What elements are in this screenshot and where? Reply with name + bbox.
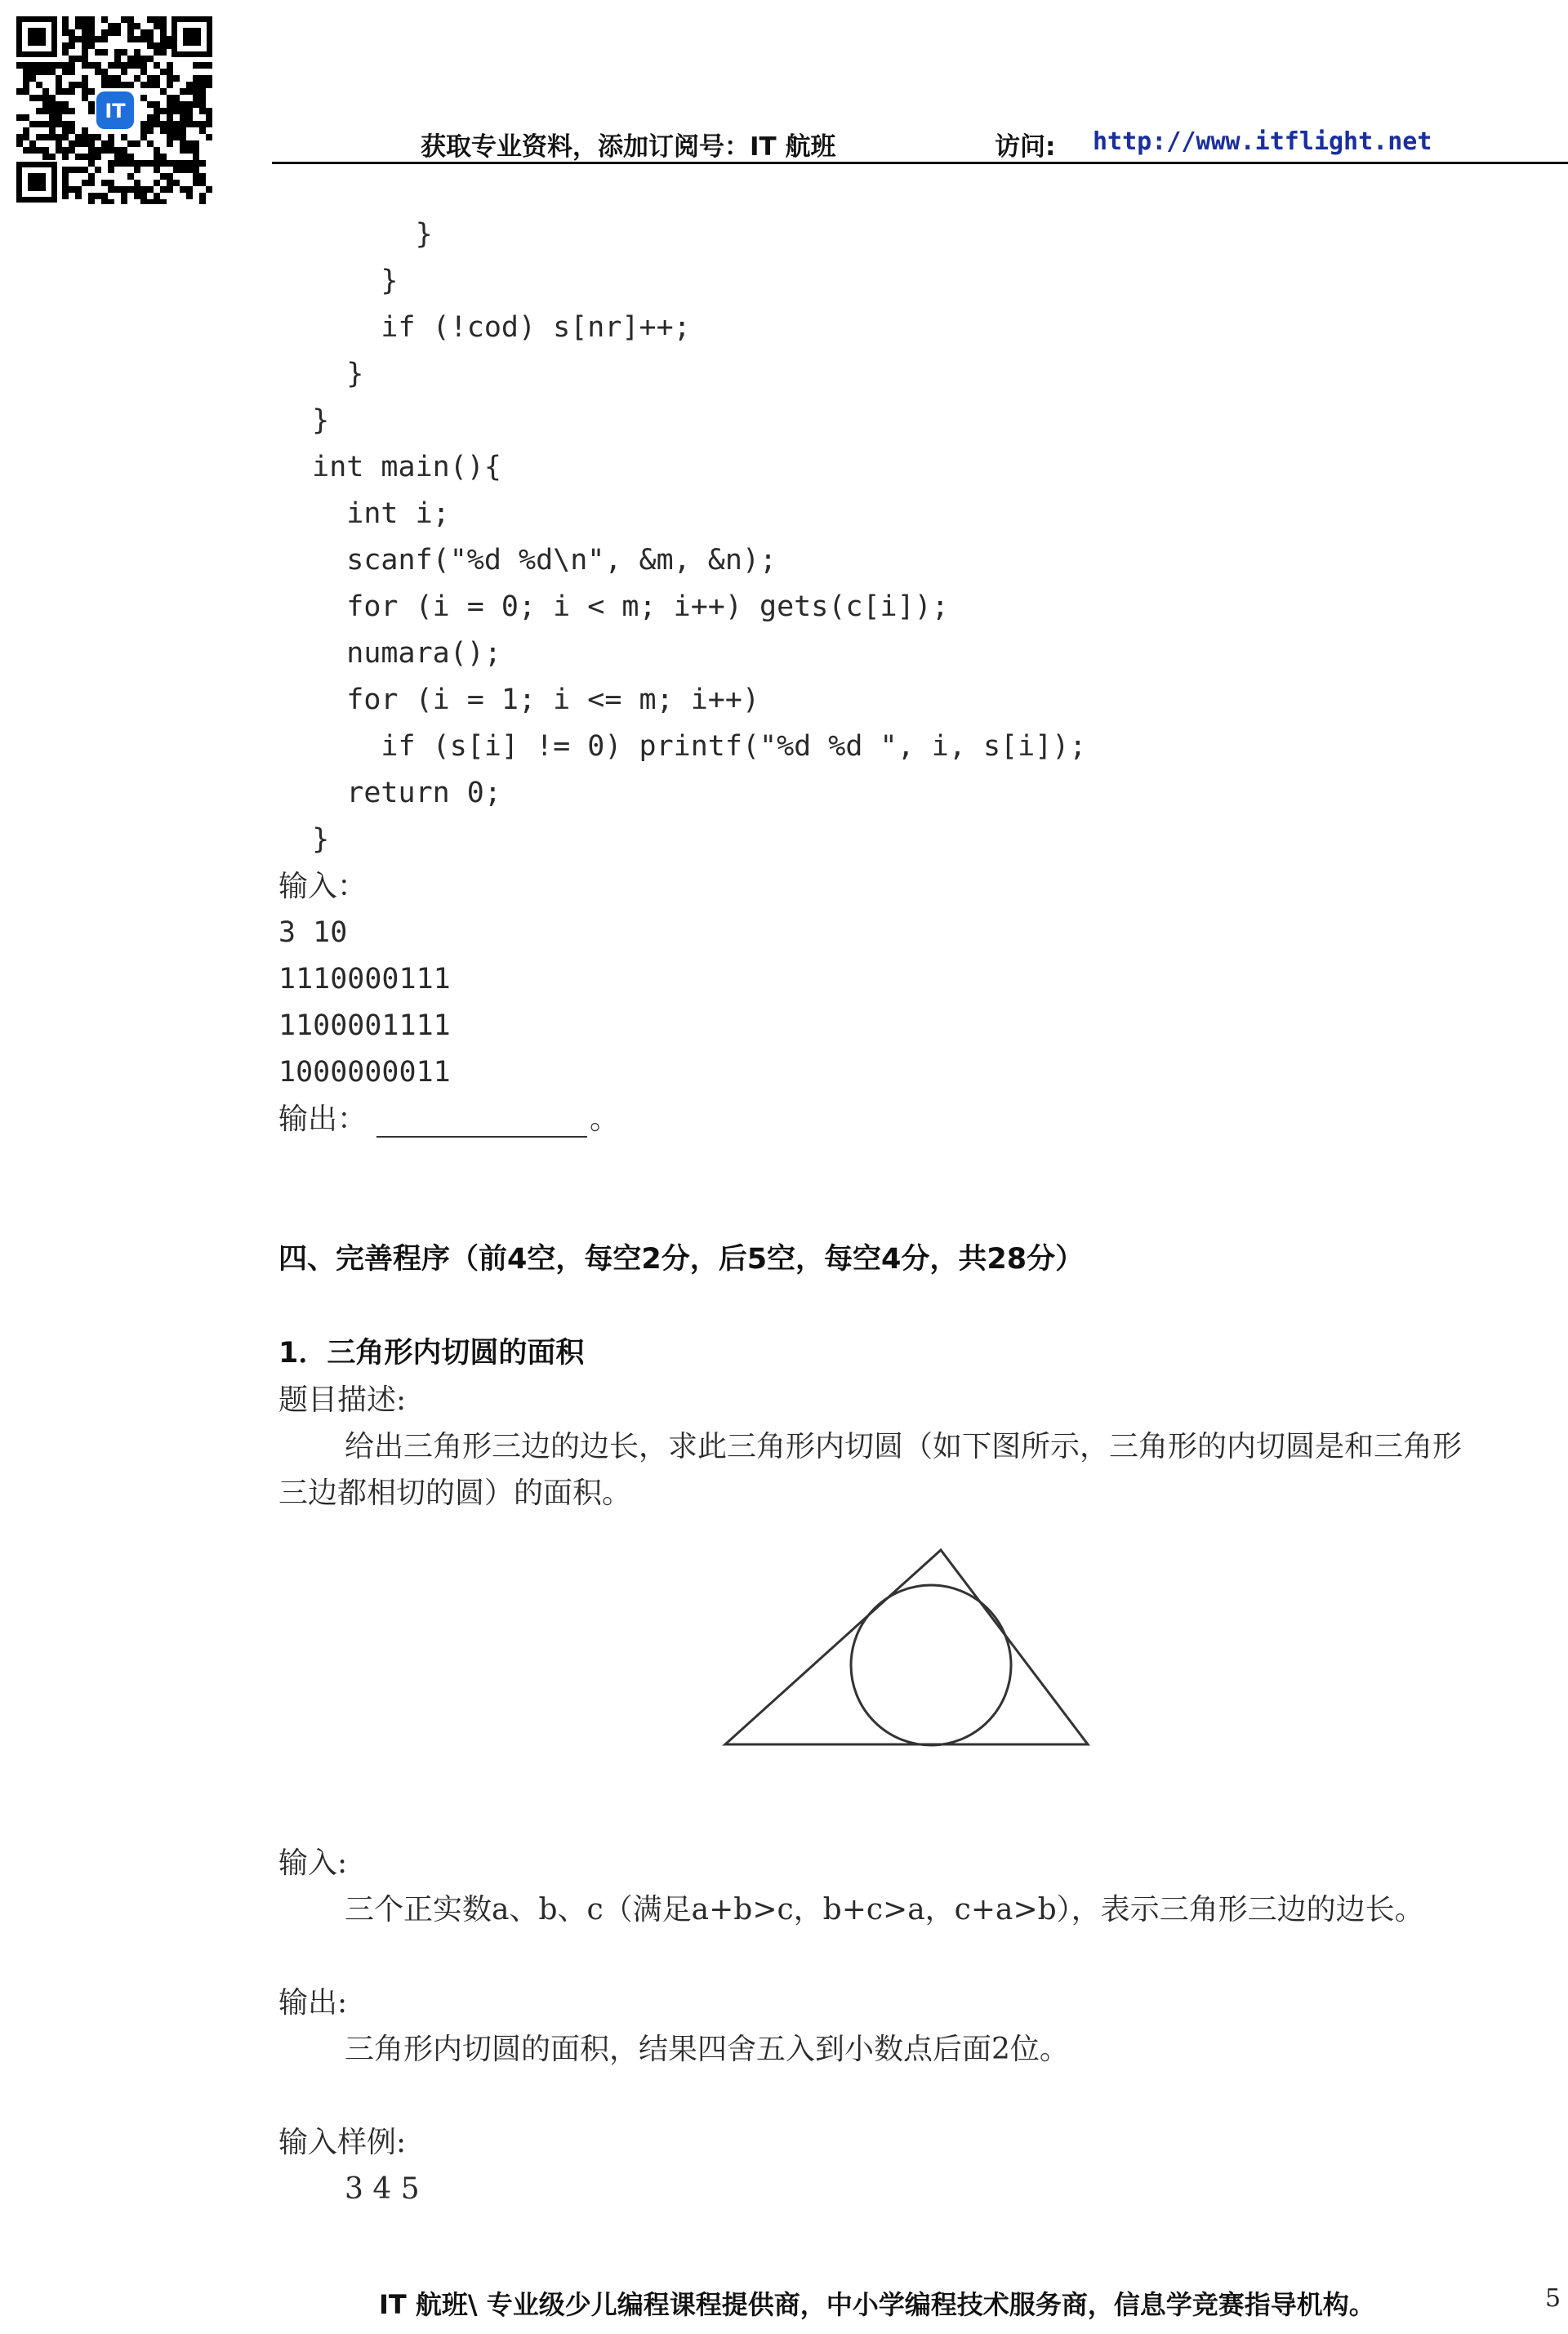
header-visit-label: 访问: bbox=[995, 132, 1056, 162]
input-text: 三个正实数a、b、c（满足a+b>c，b+c>a，c+a>b），表示三角形三边的边长。 bbox=[345, 1893, 1424, 1926]
input-label: 输入: bbox=[278, 1846, 348, 1880]
code-line: int main(){ bbox=[278, 451, 501, 483]
io-input-line: 1000000011 bbox=[278, 1056, 451, 1089]
sample-text: 3 4 5 bbox=[345, 2172, 420, 2206]
code-line: if (s[i] != 0) printf("%d %d ", i, s[i]); bbox=[278, 730, 1087, 763]
io-input-line: 1100001111 bbox=[278, 1009, 451, 1042]
code-line: scanf("%d %d\n", &m, &n); bbox=[278, 544, 777, 577]
code-line: if (!cod) s[nr]++; bbox=[278, 311, 691, 344]
io-input-label: 输入： bbox=[278, 870, 368, 903]
header-divider bbox=[272, 162, 1568, 164]
desc-line: 给出三角形三边的边长，求此三角形内切圆（如下图所示，三角形的内切圆是和三角形 bbox=[345, 1430, 1463, 1463]
section-title: 四、完善程序（前4空，每空2分，后5空，每空4分，共28分） bbox=[278, 1243, 1085, 1276]
io-output-end: 。 bbox=[590, 1102, 620, 1136]
code-line: return 0; bbox=[278, 777, 501, 809]
code-line: } bbox=[278, 218, 433, 251]
footer-text: IT 航班\ 专业级少儿编程课程提供商，中小学编程技术服务商，信息学竞赛指导机构。 bbox=[379, 2289, 1375, 2320]
code-line: } bbox=[278, 823, 330, 856]
answer-blank-line bbox=[376, 1136, 587, 1138]
io-input-line: 1110000111 bbox=[278, 963, 451, 996]
output-text: 三角形内切圆的面积，结果四舍五入到小数点后面2位。 bbox=[345, 2033, 1069, 2066]
io-input-line: 3 10 bbox=[278, 916, 348, 949]
desc-line: 三边都相切的圆）的面积。 bbox=[278, 1477, 632, 1510]
code-line: int i; bbox=[278, 497, 450, 530]
problem-title: 1．三角形内切圆的面积 bbox=[278, 1337, 585, 1370]
code-line: for (i = 0; i < m; i++) gets(c[i]); bbox=[278, 590, 949, 623]
code-line: numara(); bbox=[278, 637, 501, 670]
io-output-label: 输出： bbox=[278, 1102, 368, 1136]
qr-code-image bbox=[15, 15, 214, 204]
desc-label: 题目描述: bbox=[278, 1383, 407, 1417]
header-url-link[interactable]: http://www.itflight.net bbox=[1093, 127, 1432, 156]
triangle-incircle-figure bbox=[719, 1543, 1094, 1753]
code-line: } bbox=[278, 358, 364, 390]
page-number: 5 bbox=[1545, 2284, 1561, 2313]
svg-text:IT: IT bbox=[105, 100, 126, 122]
code-line: } bbox=[278, 265, 399, 297]
code-line: for (i = 1; i <= m; i++) bbox=[278, 684, 760, 716]
header-promo-text: 获取专业资料，添加订阅号：IT 航班 bbox=[421, 132, 836, 162]
sample-label: 输入样例: bbox=[278, 2126, 407, 2159]
code-line: } bbox=[278, 404, 330, 437]
output-label: 输出: bbox=[278, 1986, 348, 2020]
